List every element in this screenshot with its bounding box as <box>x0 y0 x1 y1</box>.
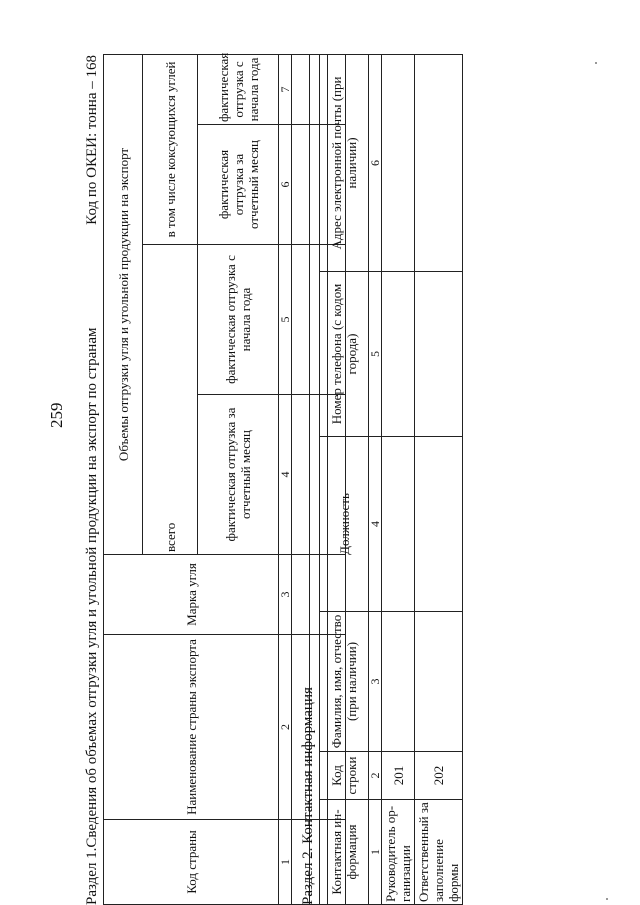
header-country-name: Наименование страны экспорта <box>104 635 279 820</box>
column-number-5: 5 <box>279 245 292 395</box>
header-contact: Контактная ин-формация <box>320 800 369 905</box>
header-position: Должность <box>320 437 369 612</box>
scan-speck <box>595 62 597 64</box>
okei-unit-code: Код по ОКЕИ: тонна – 168 <box>84 55 100 225</box>
section-1-title: Раздел 1.Сведения об объемах отгрузки угля и угольной продукции на экспорт по странам <box>84 327 100 905</box>
header-coal-brand: Марка угля <box>104 555 279 635</box>
column-number-2: 2 <box>279 635 292 820</box>
header-row-code: Код строки <box>320 752 369 800</box>
column-number-1: 1 <box>279 820 292 905</box>
column-number-3: 3 <box>369 612 382 752</box>
header-total: всего <box>143 245 198 555</box>
blank-cell[interactable] <box>382 437 415 612</box>
scan-speck <box>606 898 608 900</box>
column-number-1: 1 <box>369 800 382 905</box>
row-label-responsible: Ответственный за заполнение формы <box>415 800 463 905</box>
column-number-6: 6 <box>369 55 382 272</box>
section-2-title: Раздел 2. Контактная информация <box>300 687 316 905</box>
section-2 <box>300 55 463 905</box>
row-label-head: Руководитель ор-ганизации <box>382 800 415 905</box>
row-code-201: 201 <box>382 752 415 800</box>
blank-cell[interactable] <box>382 272 415 437</box>
header-coking-month: фактическая отгрузка за отчетный месяц <box>198 125 279 245</box>
column-number-3: 3 <box>279 555 292 635</box>
header-email: Адрес электронной почты (при наличии) <box>320 55 369 272</box>
blank-cell[interactable] <box>415 55 463 272</box>
contact-info-table <box>319 54 463 905</box>
header-coking-year: фактическая отгрузка с начала года <box>198 54 279 124</box>
blank-cell[interactable] <box>415 612 463 752</box>
blank-cell[interactable] <box>382 612 415 752</box>
header-total-month: фактическая отгрузка за отчетный месяц <box>198 395 279 555</box>
column-number-5: 5 <box>369 272 382 437</box>
blank-cell[interactable] <box>382 55 415 272</box>
column-number-4: 4 <box>279 395 292 555</box>
blank-cell[interactable] <box>415 272 463 437</box>
header-country-code: Код страны <box>104 820 279 905</box>
column-number-6: 6 <box>279 125 292 245</box>
row-code-202: 202 <box>415 752 463 800</box>
blank-cell[interactable] <box>415 437 463 612</box>
header-phone: Номер телефона (с кодом города) <box>320 272 369 437</box>
page-number: 259 <box>47 402 66 428</box>
column-number-2: 2 <box>369 752 382 800</box>
column-number-7: 7 <box>279 54 292 124</box>
column-number-4: 4 <box>369 437 382 612</box>
table-row <box>415 55 463 905</box>
header-volumes: Объемы отгрузки угля и угольной продукции на экспорт <box>104 54 143 554</box>
header-incl-coking: в том числе коксующихся углей <box>143 54 198 244</box>
table-row <box>382 55 415 905</box>
header-total-year: фактическая отгрузка с начала года <box>198 245 279 395</box>
header-fio: Фамилия, имя, отчество (при наличии) <box>320 612 369 752</box>
